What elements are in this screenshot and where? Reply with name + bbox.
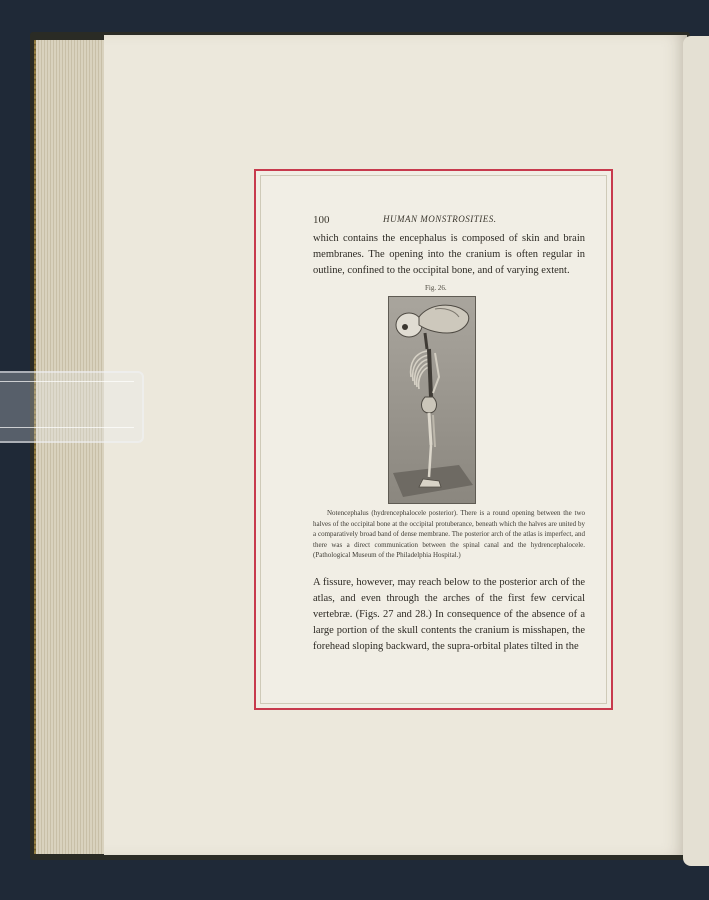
figure-label: Fig. 26. xyxy=(425,284,447,292)
skeleton-illustration xyxy=(389,297,475,503)
page-clip xyxy=(0,371,144,443)
clip-highlight xyxy=(0,427,134,428)
body-paragraph: which contains the encephalus is composed of skin and brain membranes. The opening into the cranium is often regular in outline, confined to the occipital bone, and of varying extent. xyxy=(313,233,585,276)
running-title: HUMAN MONSTROSITIES. xyxy=(383,214,497,224)
body-paragraph: A fissure, however, may reach below to the posterior arch of the atlas, and even through the arches of the first few cervical vertebræ. (Figs. 27 and 28.) In consequence of the absence of a large portion of the skull contents the cranium is misshapen, the forehead sloping backward, the supra-orbital plates tilted in the xyxy=(313,577,585,652)
page-header xyxy=(313,214,577,230)
page-stack-edge xyxy=(36,40,106,854)
clip-highlight xyxy=(0,381,134,382)
page-number: 100 xyxy=(313,214,330,226)
facing-page-edge xyxy=(683,36,709,866)
figure-caption: Notencephalus (hydrencephalocele posterior). There is a round opening between the two halves of the occipital bone at the occipital protuberance, beneath which the halves are united by a comparatively broad band of dense membrane. The posterior arch of the atlas is imperfect, and there was a direct communication between the spinal canal and the hydrencephalocele. (Pathological Museum of the Philadelphia Hospital.) xyxy=(313,509,585,559)
skeleton-figure-image xyxy=(388,296,476,504)
